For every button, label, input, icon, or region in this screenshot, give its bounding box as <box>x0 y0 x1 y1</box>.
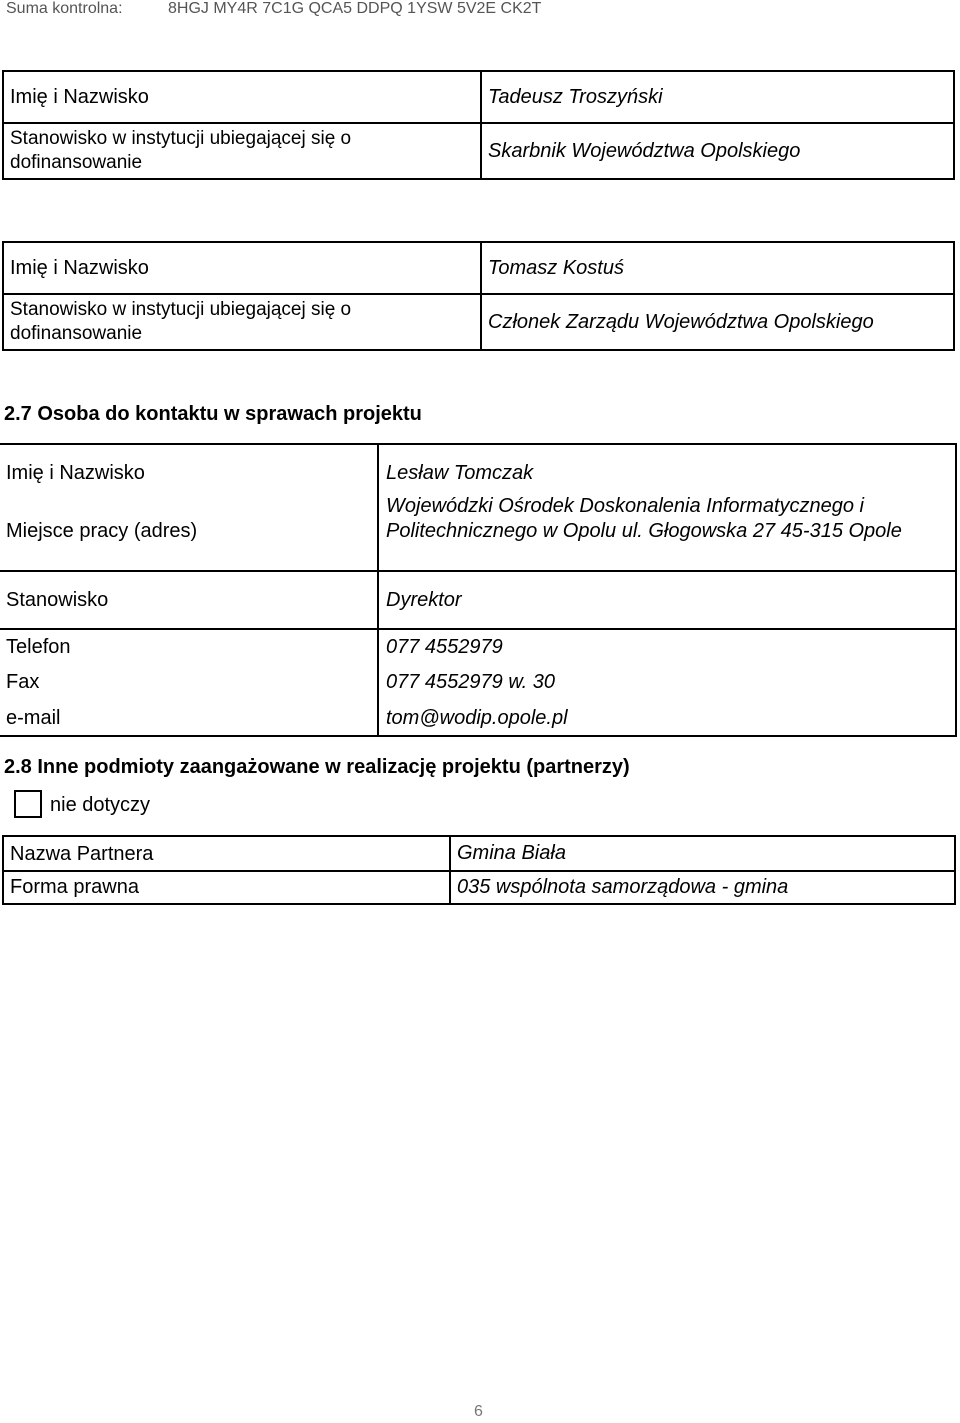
name-value: Tadeusz Troszyński <box>481 71 954 123</box>
legal-form-label: Forma prawna <box>3 871 450 904</box>
divider <box>0 570 957 572</box>
partner-name-value: Gmina Biała <box>450 836 955 871</box>
name-label: Imię i Nazwisko <box>3 71 481 123</box>
person-table-1 <box>2 70 955 180</box>
divider <box>0 443 957 445</box>
not-applicable-checkbox[interactable] <box>14 790 42 818</box>
contact-position-label: Stanowisko <box>6 589 109 611</box>
partners-section-heading: 2.8 Inne podmioty zaangażowane w realizację projektu (partnerzy) <box>4 756 630 778</box>
position-label: Stanowisko w instytucji ubiegającej się o dofinansowanie <box>3 123 481 179</box>
partner-name-label: Nazwa Partnera <box>3 836 450 871</box>
email-label: e-mail <box>6 707 61 729</box>
divider <box>0 735 957 737</box>
checksum-label: Suma kontrolna: <box>6 0 123 17</box>
column-divider <box>377 443 379 737</box>
email-value: tom@wodip.opole.pl <box>386 707 568 729</box>
contact-name-label: Imię i Nazwisko <box>6 462 145 484</box>
name-value: Tomasz Kostuś <box>481 242 954 294</box>
partner-table <box>2 835 956 905</box>
person-table-2 <box>2 241 955 351</box>
workplace-label: Miejsce pracy (adres) <box>6 520 198 542</box>
workplace-value-line2: Politechnicznego w Opolu ul. Głogowska 27 45-315 Opole <box>386 520 902 542</box>
contact-section-heading: 2.7 Osoba do kontaktu w sprawach projektu <box>4 403 422 425</box>
contact-name-value: Lesław Tomczak <box>386 462 534 484</box>
phone-value: 077 4552979 <box>386 636 503 658</box>
checksum-value: 8HGJ MY4R 7C1G QCA5 DDPQ 1YSW 5V2E CK2T <box>168 0 542 17</box>
fax-label: Fax <box>6 671 40 693</box>
contact-position-value: Dyrektor <box>386 589 462 611</box>
position-value: Członek Zarządu Województwa Opolskiego <box>481 294 954 350</box>
right-border <box>955 443 957 737</box>
divider <box>0 628 957 630</box>
name-label: Imię i Nazwisko <box>3 242 481 294</box>
page-number: 6 <box>474 1403 483 1420</box>
phone-label: Telefon <box>6 636 71 658</box>
position-label: Stanowisko w instytucji ubiegającej się o dofinansowanie <box>3 294 481 350</box>
not-applicable-label: nie dotyczy <box>50 794 151 816</box>
fax-value: 077 4552979 w. 30 <box>386 671 556 693</box>
position-value: Skarbnik Województwa Opolskiego <box>481 123 954 179</box>
workplace-value-line1: Wojewódzki Ośrodek Doskonalenia Informatycznego i <box>386 495 864 517</box>
legal-form-value: 035 wspólnota samorządowa - gmina <box>450 871 955 904</box>
